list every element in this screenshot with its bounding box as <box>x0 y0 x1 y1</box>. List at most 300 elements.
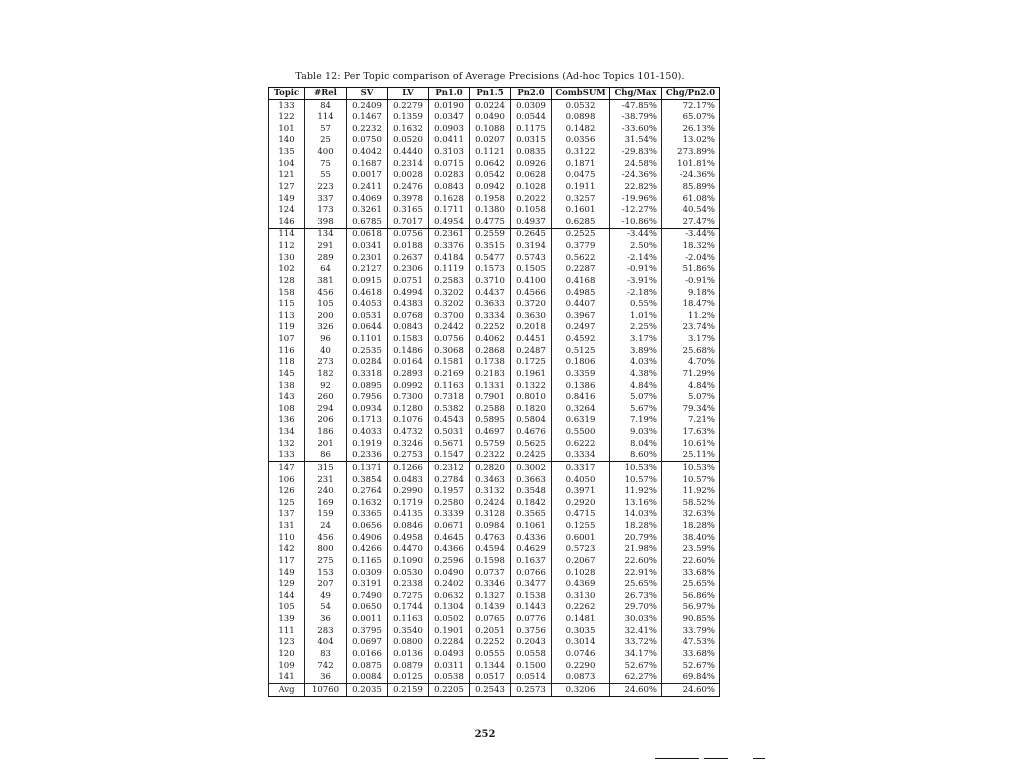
cell-sv: 0.2409 <box>347 100 388 112</box>
cell-pn1-5: 0.1121 <box>470 147 511 159</box>
table-row <box>269 170 720 182</box>
cell-rel: 64 <box>305 264 347 276</box>
cell-chg-max: 25.65% <box>610 579 662 591</box>
cell-pn2-0: 0.3002 <box>511 462 552 474</box>
cell-sv: 0.1467 <box>347 112 388 124</box>
cell-rel: 173 <box>305 205 347 217</box>
cell-chg-pn2-0: 24.60% <box>662 684 720 697</box>
table-row <box>269 462 720 474</box>
cell-pn1-5: 0.5895 <box>470 415 511 427</box>
cell-pn1-5: 0.3633 <box>470 299 511 311</box>
cell-sv: 0.3318 <box>347 368 388 380</box>
cell-chg-max: 3.17% <box>610 334 662 346</box>
cell-pn1-0: 0.5671 <box>429 438 470 450</box>
cell-pn1-0: 0.2402 <box>429 579 470 591</box>
cell-combsum: 0.1911 <box>552 181 610 193</box>
table-row <box>269 427 720 439</box>
cell-topic: 125 <box>269 497 305 509</box>
cell-pn2-0: 0.3194 <box>511 241 552 253</box>
cell-combsum: 0.0356 <box>552 135 610 147</box>
cell-rel: 84 <box>305 100 347 112</box>
cell-combsum: 0.3264 <box>552 403 610 415</box>
cell-pn1-5: 0.3463 <box>470 474 511 486</box>
cell-rel: 10760 <box>305 684 347 697</box>
cell-rel: 381 <box>305 275 347 287</box>
table-row <box>269 147 720 159</box>
cell-rel: 326 <box>305 322 347 334</box>
cell-chg-max: 11.92% <box>610 486 662 498</box>
cell-sv: 0.4266 <box>347 544 388 556</box>
cell-pn1-5: 0.1598 <box>470 555 511 567</box>
cell-topic: 149 <box>269 567 305 579</box>
cell-rel: 800 <box>305 544 347 556</box>
cell-pn1-5: 0.0490 <box>470 112 511 124</box>
cell-pn2-0: 0.2425 <box>511 450 552 462</box>
cell-chg-max: 62.27% <box>610 672 662 684</box>
cell-lv: 0.2476 <box>388 181 429 193</box>
cell-topic: 116 <box>269 345 305 357</box>
cell-pn1-0: 0.4184 <box>429 252 470 264</box>
cell-pn2-0: 0.0309 <box>511 100 552 112</box>
cell-topic: 115 <box>269 299 305 311</box>
cell-pn2-0: 0.2018 <box>511 322 552 334</box>
cell-topic: 149 <box>269 193 305 205</box>
cell-topic: 136 <box>269 415 305 427</box>
cell-pn1-0: 0.2442 <box>429 322 470 334</box>
cell-chg-pn2-0: 3.17% <box>662 334 720 346</box>
table-row <box>269 193 720 205</box>
cell-combsum: 0.5622 <box>552 252 610 264</box>
cell-sv: 0.0618 <box>347 228 388 240</box>
cell-rel: 49 <box>305 590 347 602</box>
cell-pn1-0: 0.4954 <box>429 216 470 228</box>
cell-rel: 40 <box>305 345 347 357</box>
cell-pn1-5: 0.2183 <box>470 368 511 380</box>
cell-pn2-0: 0.3548 <box>511 486 552 498</box>
cell-sv: 0.0656 <box>347 521 388 533</box>
cell-combsum: 0.4592 <box>552 334 610 346</box>
cell-pn1-0: 0.0756 <box>429 334 470 346</box>
header-rel: #Rel <box>305 88 347 100</box>
cell-sv: 0.3365 <box>347 509 388 521</box>
cell-pn2-0: 0.4336 <box>511 532 552 544</box>
cell-pn1-0: 0.1711 <box>429 205 470 217</box>
cell-topic: 101 <box>269 123 305 135</box>
cell-pn2-0: 0.0628 <box>511 170 552 182</box>
cell-combsum: 0.3779 <box>552 241 610 253</box>
cell-pn2-0: 0.1505 <box>511 264 552 276</box>
cell-rel: 36 <box>305 614 347 626</box>
cell-lv: 0.2159 <box>388 684 429 697</box>
cell-pn1-0: 0.1304 <box>429 602 470 614</box>
cell-combsum: 0.4168 <box>552 275 610 287</box>
cell-combsum: 0.5723 <box>552 544 610 556</box>
cell-chg-pn2-0: 10.53% <box>662 462 720 474</box>
cell-pn1-0: 0.1957 <box>429 486 470 498</box>
cell-chg-pn2-0: 11.92% <box>662 486 720 498</box>
cell-chg-pn2-0: 25.65% <box>662 579 720 591</box>
table-row <box>269 216 720 228</box>
cell-chg-max: 4.84% <box>610 380 662 392</box>
cell-pn1-0: 0.5031 <box>429 427 470 439</box>
cell-rel: 36 <box>305 672 347 684</box>
cell-chg-pn2-0: 51.86% <box>662 264 720 276</box>
table-row <box>269 521 720 533</box>
cell-lv: 0.3165 <box>388 205 429 217</box>
cell-chg-max: -19.96% <box>610 193 662 205</box>
cell-pn1-0: 0.7318 <box>429 392 470 404</box>
table-row <box>269 158 720 170</box>
cell-topic: 144 <box>269 590 305 602</box>
cell-lv: 0.1266 <box>388 462 429 474</box>
cell-lv: 0.0756 <box>388 228 429 240</box>
table-row <box>269 299 720 311</box>
cell-pn2-0: 0.4566 <box>511 287 552 299</box>
cell-pn1-5: 0.0224 <box>470 100 511 112</box>
cell-chg-max: 31.54% <box>610 135 662 147</box>
cell-rel: 55 <box>305 170 347 182</box>
cell-chg-max: -0.91% <box>610 264 662 276</box>
cell-lv: 0.0136 <box>388 648 429 660</box>
cell-combsum: 0.5500 <box>552 427 610 439</box>
cell-chg-pn2-0: 9.18% <box>662 287 720 299</box>
cell-pn1-5: 0.2424 <box>470 497 511 509</box>
cell-pn1-5: 0.2322 <box>470 450 511 462</box>
cell-chg-pn2-0: 23.74% <box>662 322 720 334</box>
cell-pn1-0: 0.0493 <box>429 648 470 660</box>
cell-pn1-5: 0.3346 <box>470 579 511 591</box>
header-pn1-5: Pn1.5 <box>470 88 511 100</box>
cell-sv: 0.3261 <box>347 205 388 217</box>
cell-pn1-0: 0.0347 <box>429 112 470 124</box>
cell-pn1-0: 0.3202 <box>429 299 470 311</box>
cell-chg-max: 24.60% <box>610 684 662 697</box>
cell-combsum: 0.3334 <box>552 450 610 462</box>
cell-lv: 0.1359 <box>388 112 429 124</box>
cell-sv: 0.4053 <box>347 299 388 311</box>
cell-rel: 260 <box>305 392 347 404</box>
cell-pn2-0: 0.1443 <box>511 602 552 614</box>
cell-combsum: 0.5125 <box>552 345 610 357</box>
cell-pn2-0: 0.2573 <box>511 684 552 697</box>
cell-pn2-0: 0.3630 <box>511 310 552 322</box>
table-row <box>269 567 720 579</box>
table-row <box>269 497 720 509</box>
cell-rel: 92 <box>305 380 347 392</box>
cell-topic: 126 <box>269 486 305 498</box>
cell-chg-pn2-0: 10.61% <box>662 438 720 450</box>
cell-chg-pn2-0: 58.52% <box>662 497 720 509</box>
table-row <box>269 648 720 660</box>
cell-pn1-5: 0.2588 <box>470 403 511 415</box>
cell-pn1-0: 0.2580 <box>429 497 470 509</box>
cell-sv: 0.0017 <box>347 170 388 182</box>
cell-topic: 106 <box>269 474 305 486</box>
average-row <box>269 684 720 697</box>
table-row <box>269 509 720 521</box>
cell-chg-pn2-0: 90.85% <box>662 614 720 626</box>
cell-pn2-0: 0.5743 <box>511 252 552 264</box>
table-row <box>269 241 720 253</box>
header-lv: LV <box>388 88 429 100</box>
cell-combsum: 0.4715 <box>552 509 610 521</box>
cell-lv: 0.4958 <box>388 532 429 544</box>
cell-sv: 0.2411 <box>347 181 388 193</box>
cell-chg-pn2-0: 17.63% <box>662 427 720 439</box>
cell-sv: 0.3854 <box>347 474 388 486</box>
cell-pn1-5: 0.1380 <box>470 205 511 217</box>
cell-pn1-5: 0.0765 <box>470 614 511 626</box>
cell-pn1-0: 0.0715 <box>429 158 470 170</box>
cell-sv: 0.4069 <box>347 193 388 205</box>
cell-pn2-0: 0.2487 <box>511 345 552 357</box>
cell-chg-max: 22.82% <box>610 181 662 193</box>
cell-pn2-0: 0.3565 <box>511 509 552 521</box>
cell-chg-pn2-0: 69.84% <box>662 672 720 684</box>
cell-pn2-0: 0.1500 <box>511 660 552 672</box>
cell-topic: 104 <box>269 158 305 170</box>
cell-sv: 0.0750 <box>347 135 388 147</box>
cell-combsum: 0.0532 <box>552 100 610 112</box>
cell-lv: 0.3978 <box>388 193 429 205</box>
table-row <box>269 252 720 264</box>
cell-sv: 0.0309 <box>347 567 388 579</box>
cell-sv: 0.0644 <box>347 322 388 334</box>
cell-chg-max: 33.72% <box>610 637 662 649</box>
cell-topic: 105 <box>269 602 305 614</box>
cell-lv: 0.2338 <box>388 579 429 591</box>
cell-pn1-0: 0.0190 <box>429 100 470 112</box>
cell-topic: 129 <box>269 579 305 591</box>
cell-combsum: 0.1255 <box>552 521 610 533</box>
cell-lv: 0.1583 <box>388 334 429 346</box>
cell-topic: 146 <box>269 216 305 228</box>
cell-chg-pn2-0: 25.11% <box>662 450 720 462</box>
cell-pn2-0: 0.4451 <box>511 334 552 346</box>
cell-chg-pn2-0: 11.2% <box>662 310 720 322</box>
cell-lv: 0.0800 <box>388 637 429 649</box>
cell-pn1-5: 0.2252 <box>470 322 511 334</box>
cell-pn1-5: 0.4594 <box>470 544 511 556</box>
cell-topic: 132 <box>269 438 305 450</box>
cell-lv: 0.1744 <box>388 602 429 614</box>
cell-pn2-0: 0.1058 <box>511 205 552 217</box>
cell-rel: 83 <box>305 648 347 660</box>
cell-topic: 102 <box>269 264 305 276</box>
cell-topic: 147 <box>269 462 305 474</box>
cell-pn2-0: 0.3756 <box>511 625 552 637</box>
cell-chg-max: -24.36% <box>610 170 662 182</box>
cell-pn1-5: 0.0984 <box>470 521 511 533</box>
table-row <box>269 625 720 637</box>
cell-sv: 0.0895 <box>347 380 388 392</box>
cell-combsum: 0.4050 <box>552 474 610 486</box>
cell-chg-pn2-0: 4.84% <box>662 380 720 392</box>
cell-pn2-0: 0.4937 <box>511 216 552 228</box>
table-row <box>269 181 720 193</box>
cell-pn2-0: 0.1538 <box>511 590 552 602</box>
cell-chg-pn2-0: 18.47% <box>662 299 720 311</box>
cell-topic: 107 <box>269 334 305 346</box>
cell-combsum: 0.2067 <box>552 555 610 567</box>
cell-chg-pn2-0: 56.86% <box>662 590 720 602</box>
cell-combsum: 0.1481 <box>552 614 610 626</box>
cell-combsum: 0.4985 <box>552 287 610 299</box>
cell-lv: 0.0879 <box>388 660 429 672</box>
cell-lv: 0.0188 <box>388 241 429 253</box>
cell-pn2-0: 0.1637 <box>511 555 552 567</box>
cell-rel: 153 <box>305 567 347 579</box>
header-pn2-0: Pn2.0 <box>511 88 552 100</box>
cell-chg-max: 4.03% <box>610 357 662 369</box>
footer-rule <box>704 758 728 759</box>
cell-topic: 133 <box>269 450 305 462</box>
cell-topic: 131 <box>269 521 305 533</box>
cell-pn1-5: 0.0737 <box>470 567 511 579</box>
cell-lv: 0.0125 <box>388 672 429 684</box>
cell-pn1-5: 0.1088 <box>470 123 511 135</box>
cell-chg-max: 0.55% <box>610 299 662 311</box>
cell-combsum: 0.2290 <box>552 660 610 672</box>
table-row <box>269 555 720 567</box>
cell-pn1-0: 0.5382 <box>429 403 470 415</box>
cell-lv: 0.3246 <box>388 438 429 450</box>
cell-pn1-5: 0.2868 <box>470 345 511 357</box>
table-row <box>269 672 720 684</box>
cell-topic: 111 <box>269 625 305 637</box>
cell-pn1-0: 0.3376 <box>429 241 470 253</box>
cell-pn1-0: 0.2583 <box>429 275 470 287</box>
cell-lv: 0.7017 <box>388 216 429 228</box>
cell-pn1-5: 0.0642 <box>470 158 511 170</box>
cell-pn2-0: 0.1961 <box>511 368 552 380</box>
cell-sv: 0.2301 <box>347 252 388 264</box>
cell-pn1-5: 0.0542 <box>470 170 511 182</box>
cell-chg-max: -29.83% <box>610 147 662 159</box>
cell-topic: 142 <box>269 544 305 556</box>
cell-sv: 0.2035 <box>347 684 388 697</box>
cell-pn1-0: 0.0903 <box>429 123 470 135</box>
cell-chg-max: 21.98% <box>610 544 662 556</box>
cell-sv: 0.4618 <box>347 287 388 299</box>
cell-pn1-0: 0.2169 <box>429 368 470 380</box>
cell-sv: 0.0650 <box>347 602 388 614</box>
cell-combsum: 0.4369 <box>552 579 610 591</box>
cell-chg-max: 30.03% <box>610 614 662 626</box>
cell-chg-pn2-0: 13.02% <box>662 135 720 147</box>
cell-pn2-0: 0.1028 <box>511 181 552 193</box>
table-row <box>269 660 720 672</box>
cell-pn1-0: 0.2205 <box>429 684 470 697</box>
cell-sv: 0.3795 <box>347 625 388 637</box>
cell-pn2-0: 0.0776 <box>511 614 552 626</box>
cell-rel: 105 <box>305 299 347 311</box>
cell-chg-pn2-0: 79.34% <box>662 403 720 415</box>
cell-sv: 0.4033 <box>347 427 388 439</box>
cell-chg-max: 7.19% <box>610 415 662 427</box>
cell-pn1-0: 0.0843 <box>429 181 470 193</box>
cell-lv: 0.0843 <box>388 322 429 334</box>
cell-lv: 0.4383 <box>388 299 429 311</box>
cell-pn1-0: 0.2596 <box>429 555 470 567</box>
cell-chg-max: -10.86% <box>610 216 662 228</box>
cell-topic: 133 <box>269 100 305 112</box>
cell-chg-max: 32.41% <box>610 625 662 637</box>
cell-pn1-5: 0.0517 <box>470 672 511 684</box>
header-pn1-0: Pn1.0 <box>429 88 470 100</box>
cell-chg-max: -3.91% <box>610 275 662 287</box>
cell-topic: 134 <box>269 427 305 439</box>
cell-pn1-0: 0.4543 <box>429 415 470 427</box>
cell-rel: 456 <box>305 532 347 544</box>
cell-pn1-5: 0.3334 <box>470 310 511 322</box>
cell-chg-max: -2.14% <box>610 252 662 264</box>
cell-sv: 0.1165 <box>347 555 388 567</box>
cell-sv: 0.2127 <box>347 264 388 276</box>
table-body <box>269 100 720 697</box>
cell-pn1-0: 0.3700 <box>429 310 470 322</box>
cell-lv: 0.0520 <box>388 135 429 147</box>
cell-pn1-0: 0.0411 <box>429 135 470 147</box>
footer-rule <box>753 758 765 759</box>
cell-combsum: 0.3035 <box>552 625 610 637</box>
cell-pn2-0: 0.1842 <box>511 497 552 509</box>
cell-chg-max: 18.28% <box>610 521 662 533</box>
table-row <box>269 403 720 415</box>
cell-combsum: 0.2920 <box>552 497 610 509</box>
cell-topic: 110 <box>269 532 305 544</box>
cell-combsum: 0.2525 <box>552 228 610 240</box>
table-row <box>269 602 720 614</box>
cell-pn1-0: 0.3068 <box>429 345 470 357</box>
cell-lv: 0.1076 <box>388 415 429 427</box>
cell-pn1-0: 0.3339 <box>429 509 470 521</box>
cell-chg-pn2-0: 5.07% <box>662 392 720 404</box>
cell-combsum: 0.1386 <box>552 380 610 392</box>
cell-lv: 0.3540 <box>388 625 429 637</box>
cell-pn1-0: 0.3103 <box>429 147 470 159</box>
cell-chg-max: -12.27% <box>610 205 662 217</box>
cell-rel: 289 <box>305 252 347 264</box>
cell-combsum: 0.3967 <box>552 310 610 322</box>
cell-lv: 0.4135 <box>388 509 429 521</box>
cell-lv: 0.0483 <box>388 474 429 486</box>
cell-sv: 0.4906 <box>347 532 388 544</box>
cell-pn1-5: 0.0942 <box>470 181 511 193</box>
cell-lv: 0.1719 <box>388 497 429 509</box>
cell-rel: 231 <box>305 474 347 486</box>
cell-combsum: 0.1601 <box>552 205 610 217</box>
table-row <box>269 123 720 135</box>
cell-chg-max: 8.04% <box>610 438 662 450</box>
cell-topic: 120 <box>269 648 305 660</box>
header-sv: SV <box>347 88 388 100</box>
cell-pn2-0: 0.5625 <box>511 438 552 450</box>
cell-lv: 0.7275 <box>388 590 429 602</box>
cell-chg-pn2-0: -3.44% <box>662 228 720 240</box>
cell-chg-pn2-0: 71.29% <box>662 368 720 380</box>
cell-rel: 57 <box>305 123 347 135</box>
cell-rel: 294 <box>305 403 347 415</box>
cell-topic: 140 <box>269 135 305 147</box>
cell-rel: 169 <box>305 497 347 509</box>
cell-combsum: 0.0873 <box>552 672 610 684</box>
cell-chg-max: 10.53% <box>610 462 662 474</box>
cell-rel: 337 <box>305 193 347 205</box>
cell-pn2-0: 0.0558 <box>511 648 552 660</box>
cell-pn1-5: 0.0555 <box>470 648 511 660</box>
cell-pn2-0: 0.1061 <box>511 521 552 533</box>
